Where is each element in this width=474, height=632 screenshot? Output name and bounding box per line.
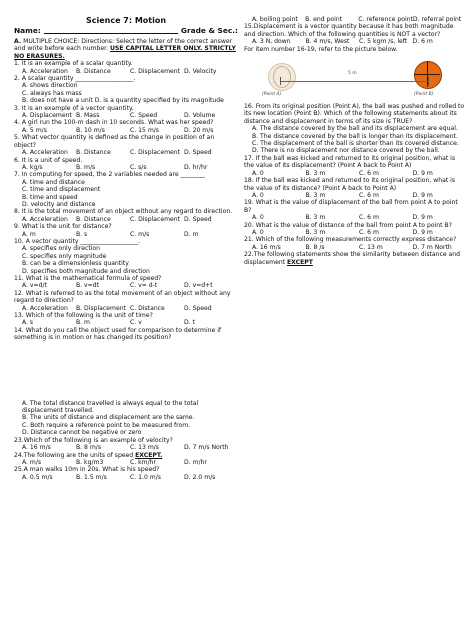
question-number: 1. — [14, 60, 20, 68]
option: B. 3 m — [305, 214, 326, 222]
question-3 — [14, 105, 238, 120]
question-24: 24.The following are the units of speed EXCEPT. A. m/s B. kg/m3 C. km/hr D. m/hr — [14, 452, 238, 467]
question-text — [14, 275, 238, 282]
option: B. kg/m3 — [76, 458, 104, 466]
grade-label: Grade & Sec.: — [180, 26, 238, 35]
question-stem: If the ball was kicked and returned to its original position, what is the value of its distance? (Point A back to Point A) — [244, 177, 456, 192]
option: B. 10 m/s — [76, 126, 105, 134]
option-line: D. specifies both magnitude and direction — [22, 267, 150, 275]
question-number: 20. — [244, 221, 254, 229]
option: D. 9 m — [412, 191, 433, 199]
question-number: 4. — [14, 119, 20, 127]
question-number: 16. — [244, 103, 254, 111]
question-9 — [14, 223, 238, 238]
option-row — [244, 192, 466, 199]
option: D. 7 m/s North — [184, 444, 229, 452]
option: C. 6 m — [359, 169, 379, 177]
question-stem: It is an example of a vector quantity. — [21, 104, 134, 112]
option: A. 16 m/s — [22, 444, 51, 452]
option: B. 1.5 m/s — [76, 473, 107, 481]
question-number: 5. — [14, 134, 20, 142]
option: A. s — [22, 319, 34, 327]
option: A. 0 — [252, 228, 264, 236]
question-stem: What is the value of displacement of the ball from point A to point B? — [244, 199, 458, 214]
option: D. Volume — [184, 112, 216, 120]
option: A. 0.5 m/s — [22, 473, 53, 481]
option-line: A. The distance covered by the ball and its displacement are equal. — [252, 125, 458, 133]
question-number: 13. — [14, 312, 24, 320]
question-stem: It is a unit of speed. — [21, 156, 83, 164]
option-line: B. The units of distance and displacement are the same. — [22, 414, 195, 422]
option: D. Speed — [184, 149, 212, 157]
option-row — [244, 244, 466, 251]
option: B. 3 m — [305, 191, 326, 199]
option: C. s/s — [130, 163, 147, 171]
option-row — [244, 170, 466, 177]
blank-gap — [14, 342, 238, 400]
question-stem: What is referred to as the total movement of an object without any regard to direction? — [14, 289, 231, 305]
option: D. 6 m — [412, 38, 433, 46]
question-12 — [14, 290, 238, 312]
option: D. 7 m North — [412, 243, 452, 251]
option-line: B. does not have a unit D. is a quantity specified by its magnitude — [22, 97, 224, 105]
option-row — [14, 305, 238, 312]
question-6 — [14, 157, 238, 172]
option: C. km/hr — [130, 458, 157, 466]
option: D. hr/hr — [184, 163, 208, 171]
question-22: 22.The following statements show the similarity between distance and displacement EXCEPT — [244, 251, 460, 266]
option: B. m/s — [76, 163, 96, 171]
question-stem: A girl run the 100-m dash in 10 seconds. What was her speed? — [21, 119, 214, 127]
question-14 — [14, 327, 238, 342]
page-title: Science 7: Motion — [85, 16, 167, 25]
option: D. Speed — [184, 304, 212, 312]
option: B. 3 m — [305, 228, 326, 236]
volleyball-icon — [268, 63, 296, 91]
question-16 — [244, 103, 466, 155]
option-line: C. specifies only magnitude — [22, 252, 107, 260]
option: A. v=d/t — [22, 282, 47, 290]
option: C. Displacement — [130, 149, 181, 157]
question-stem: From its original position (Point A), the ball was pushed and rolled to its new location (Point B). Which of the following statements about its distance and displacement in terms of its size is TRUE? — [244, 103, 465, 125]
option-line: C. time and displacement — [22, 186, 101, 194]
option: C. Distance — [130, 304, 165, 312]
left-question-list — [14, 60, 238, 341]
option: A. Acceleration — [22, 67, 68, 75]
option: B. 4 m/s, West — [305, 38, 350, 46]
option-line: A. shows direction — [22, 82, 78, 90]
question-23: 23.Which of the following is an example of velocity? A. 16 m/s B. 8 m/s C. 13 m/s D. 7 m/s North — [14, 437, 238, 452]
option-line: A. specifies only direction — [22, 245, 101, 253]
question-text — [14, 60, 238, 67]
option-row — [14, 127, 238, 134]
question-10 — [14, 238, 238, 275]
option-line: B. time and speed — [22, 193, 78, 201]
option-line: C. Both require a reference point to be measured from. — [22, 421, 191, 429]
question-stem: What is the mathematical formula of speed? — [25, 275, 162, 282]
question-17 — [244, 155, 466, 177]
option: B. v=dt — [76, 282, 100, 290]
option: D. Speed — [184, 215, 212, 223]
option: A. Acceleration — [22, 215, 68, 223]
point-b-tick — [428, 77, 429, 85]
option: C. 1.0 m/s — [130, 473, 161, 481]
question-stem: Which of the following is the unit of time? — [25, 312, 153, 320]
name-blank-line[interactable] — [44, 26, 178, 34]
question-stem: A vector quantity ___________________. — [25, 237, 141, 245]
question-7 — [14, 171, 238, 208]
question-text — [14, 223, 238, 230]
question-21 — [244, 236, 466, 251]
question-text — [14, 119, 238, 126]
option-line: A. time and distance — [22, 178, 85, 186]
option-row — [14, 164, 238, 171]
question-number: 21. — [244, 236, 254, 244]
question-stem: In computing for speed, the 2 variables needed are ________ — [21, 171, 205, 179]
option-row — [244, 229, 466, 236]
option: D. 9 m — [412, 214, 433, 222]
name-label: Name: — [14, 26, 41, 35]
question-text — [244, 177, 466, 192]
option: B. Distance — [76, 149, 111, 157]
option: B. Mass — [76, 112, 100, 120]
option: C. 5 kgm /s, left — [359, 38, 408, 46]
option: A. m — [22, 230, 36, 238]
left-column — [14, 0, 238, 481]
option-line: A. The total distance travelled is always equal to the total displacement travelled. — [22, 399, 199, 415]
question-number: 3. — [14, 104, 20, 112]
option: D. 20 m/s — [184, 126, 214, 134]
question-20 — [244, 222, 466, 237]
section-label: A. — [14, 38, 22, 45]
question-number: 18. — [244, 177, 254, 185]
question-1 — [14, 60, 238, 75]
option: C. 13 m — [359, 243, 383, 251]
option-line: C. always has mass — [22, 89, 82, 97]
question-11 — [14, 275, 238, 290]
option-line: C. The displacement of the ball is shorter than its covered distance. — [252, 140, 459, 148]
question-25: 25.A man walks 10m in 20s. What is his speed? A. 0.5 m/s B. 1.5 m/s C. 1.0 m/s D. 2.0 m/s — [14, 466, 238, 481]
option: B. end point — [305, 16, 343, 23]
option: C. Displacement — [130, 67, 181, 75]
option: B. Displacement — [76, 304, 126, 312]
question-14-choices — [244, 16, 466, 23]
option: C. v — [130, 319, 142, 327]
instructions-text: MULTIPLE CHOICE: Directions: Select the letter of the correct answer and write before each number. — [14, 38, 233, 53]
question-18 — [244, 177, 466, 199]
question-number: 14. — [14, 326, 24, 334]
point-a-tick — [280, 77, 281, 85]
question-text — [244, 103, 466, 125]
option-row — [14, 112, 238, 119]
option: A. 3 N, down — [252, 38, 291, 46]
name-grade-bar — [14, 26, 238, 36]
option: C. reference point — [358, 16, 413, 23]
question-13 — [14, 312, 238, 327]
question-text — [244, 199, 466, 214]
question-text — [14, 327, 238, 342]
option: C. v= d-t — [130, 282, 158, 290]
question-text — [14, 312, 238, 319]
question-number: 12. — [14, 289, 24, 297]
option: B. m — [76, 319, 90, 327]
question-number: 19. — [244, 199, 254, 207]
question-5 — [14, 134, 238, 156]
option: A. Acceleration — [22, 304, 68, 312]
option: C. Displacement — [130, 215, 181, 223]
option: D. m — [184, 230, 199, 238]
question-number: 8. — [14, 208, 20, 216]
question-stem: Which of the following measurements correctly express distance? — [255, 236, 457, 244]
question-number: 9. — [14, 223, 20, 231]
figure-note: For item number 16-19, refer to the picture below. — [244, 45, 398, 53]
option: C. m/s — [130, 230, 150, 238]
option-row — [14, 231, 238, 238]
question-15: 15.Displacement is a vector quantity because it has both magnitude and direction. Which of the following quantities is NOT a vector? A. 3 N, down B. 4 m/s, West C. 5 kgm /s, left D. 6 m — [244, 23, 466, 45]
ball-figure — [254, 55, 454, 99]
question-number: 17. — [244, 154, 254, 162]
point-a-label: (Point A) — [262, 92, 282, 98]
question-text — [14, 105, 238, 112]
right-question-list — [244, 103, 466, 251]
option: C. 13 m/s — [130, 444, 159, 452]
option: A. Displacement — [22, 112, 72, 120]
question-text — [14, 157, 238, 164]
option-row — [244, 214, 466, 221]
option: B. Distance — [76, 215, 111, 223]
question-4 — [14, 119, 238, 134]
option: A. 0 — [252, 191, 264, 199]
question-stem: What vector quantity is defined as the change in position of an object? — [14, 134, 215, 149]
option-line: D. There is no displacement nor distance covered by the ball. — [252, 147, 440, 155]
option-line: D. velocity and distance — [22, 200, 96, 208]
option: D. v=d+t — [184, 282, 213, 290]
question-text — [14, 208, 238, 215]
option: D. m/hr — [184, 458, 207, 466]
option: C. 15 m/s — [130, 126, 159, 134]
option-line: D. Distance cannot be negative or zero — [22, 429, 142, 437]
point-b-label: (Point B) — [414, 92, 434, 98]
question-2 — [14, 75, 238, 105]
option-row — [14, 319, 238, 326]
option: B. Distance — [76, 67, 111, 75]
option-row — [14, 216, 238, 223]
question-stem: What is the unit for distance? — [21, 223, 112, 231]
question-text — [14, 171, 238, 178]
question-stem: What is the value of distance of the ball from point A to point B? — [255, 221, 452, 229]
distance-track — [280, 81, 428, 82]
instructions-emphasis: USE CAPITAL LETTER ONLY. STRICTLY NO ERASURES. — [14, 45, 236, 60]
question-stem: It is the total movement of an object without any regard to direction. — [21, 208, 233, 216]
option: B. 8 m/s — [76, 444, 102, 452]
option: D. referral point — [412, 16, 462, 23]
option-line: B. The distance covered by the ball is longer than its displacement. — [252, 132, 458, 140]
option: C. 6 m — [359, 191, 379, 199]
option: D. 2.0 m/s — [184, 473, 216, 481]
option: A. boiling point — [252, 16, 298, 23]
option: A. 0 — [252, 214, 264, 222]
option: C. 6 m — [359, 214, 379, 222]
option: D. 9 m — [412, 228, 433, 236]
question-stem: If the ball was kicked and returned to its original position, what is the value of its displacement? (Point A back to Point A) — [244, 154, 456, 170]
question-stem: It is an example of a scalar quantity. — [21, 60, 133, 68]
distance-label: 5 m — [348, 71, 357, 77]
option: A. 16 m/s — [252, 243, 281, 251]
option: A. 0 — [252, 169, 264, 177]
question-stem: What do you call the object used for comparison to determine if something is in motion or has changed its position? — [14, 326, 222, 342]
right-column — [244, 0, 466, 266]
option: A. kg/s — [22, 163, 43, 171]
question-number: 6. — [14, 156, 20, 164]
question-text — [14, 134, 238, 149]
option-row — [14, 282, 238, 289]
option: A. Acceleration — [22, 149, 68, 157]
question-19 — [244, 199, 466, 221]
question-number: 10. — [14, 237, 24, 245]
question-text — [244, 222, 466, 229]
question-stem: A scalar quantity ___________________. — [21, 75, 136, 83]
option: B. s — [76, 230, 88, 238]
question-number: 7. — [14, 171, 20, 179]
option: A. 5 m/s — [22, 126, 47, 134]
question-number: 2. — [14, 75, 20, 83]
option-line: B. can be a dimensionless quantity — [22, 260, 129, 268]
option: B. 8 /s — [305, 243, 325, 251]
question-text — [244, 155, 466, 170]
option: B. 3 m — [305, 169, 326, 177]
question-text — [14, 75, 238, 82]
choice-list-d — [14, 400, 238, 437]
question-text — [14, 238, 238, 245]
section-a-instructions — [14, 38, 238, 60]
question-text — [14, 290, 238, 305]
question-number: 11. — [14, 275, 24, 282]
question-text — [244, 236, 466, 243]
option: C. 6 m — [359, 228, 379, 236]
option-row — [14, 149, 238, 156]
option: D. Velocity — [184, 67, 217, 75]
option-row — [14, 68, 238, 75]
option: C. Speed — [130, 112, 158, 120]
option: D. 9 m — [412, 169, 433, 177]
question-8 — [14, 208, 238, 223]
option: D. t — [184, 319, 195, 327]
option: A. m/s — [22, 458, 42, 466]
